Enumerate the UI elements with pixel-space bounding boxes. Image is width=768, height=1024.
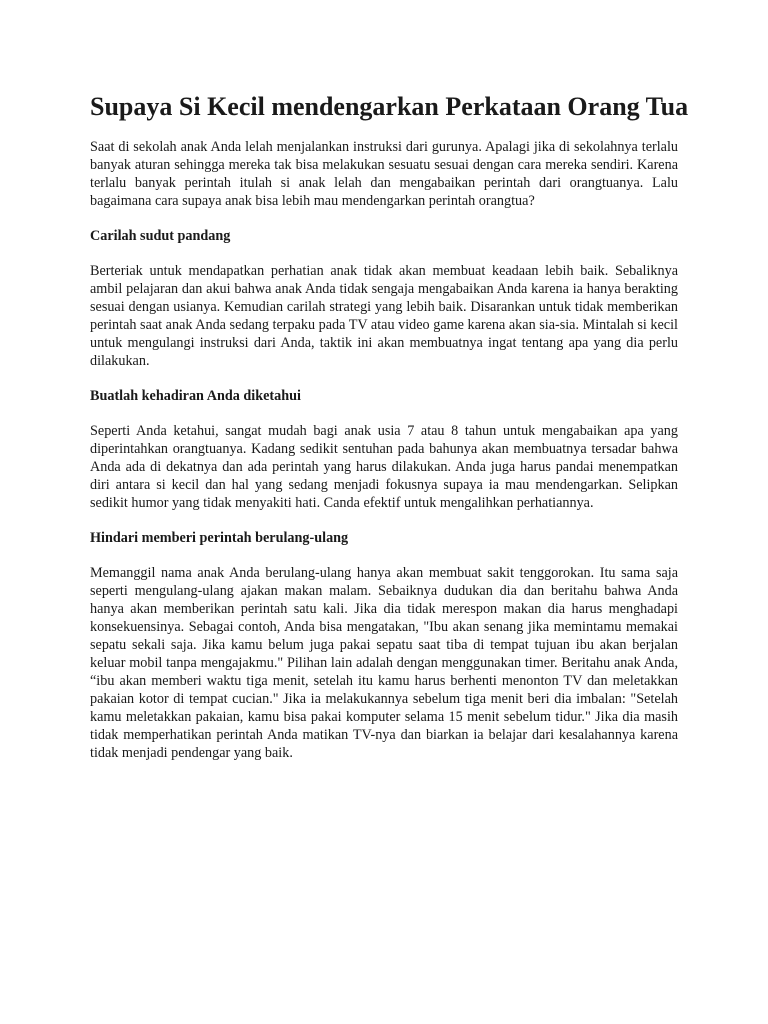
section-heading: Buatlah kehadiran Anda diketahui: [90, 388, 301, 404]
section-paragraph: Memanggil nama anak Anda berulang-ulang hanya akan membuat sakit tenggorokan. Itu sama saja seperti mengulang-ulang ajakan makan malam. Sebaiknya dudukan dia dan beritahu bahwa Anda hanya akan memberikan perintah satu kali. Jika dia tidak merespon makan dia harus menghadapi konsekuensinya. Sebagai contoh, Anda bisa mengatakan, "Ibu akan senang jika memintamu memakai sepatu sekali saja. Jika kamu belum juga pakai sepatu saat tiba di tempat tujuan ibu akan berjalan keluar mobil tanpa mengajakmu." Pilihan lain adalah dengan menggunakan timer. Beritahu anak Anda, “ibu akan memberi waktu tiga menit, setelah itu kamu harus berhenti menonton TV dan meletakkan pakaian kotor di tempat cucian." Jika ia melakukannya sebelum tiga menit beri dia imbalan: "Setelah kamu meletakkan pakaian, kamu bisa pakai komputer selama 15 menit sebelum tidur." Jika dia masih tidak memperhatikan perintah Anda matikan TV-nya dan biarkan ia belajar dari kesalahannya karena tidak menjadi pendengar yang baik.: [90, 565, 678, 761]
document-page: [90, 90, 689, 779]
section-kehadiran: [90, 387, 678, 512]
intro-paragraph: Saat di sekolah anak Anda lelah menjalankan instruksi dari gurunya. Apalagi jika di sekolahnya terlalu banyak aturan sehingga mereka tak bisa melakukan sesuatu sesuai dengan cara mereka sendiri. Karena terlalu banyak perintah itulah si anak lelah dan mengabaikan perintah dari orangtuanya. Lalu bagaimana cara supaya anak bisa lebih mau mendengarkan perintah orangtua?: [90, 139, 678, 209]
section-berulang-ulang: [90, 529, 678, 762]
section-heading: Carilah sudut pandang: [90, 228, 231, 244]
section-paragraph: Seperti Anda ketahui, sangat mudah bagi anak usia 7 atau 8 tahun untuk mengabaikan apa yang diperintahkan orangtuanya. Kadang sedikit sentuhan pada bahunya akan membuatnya tersadar bahwa Anda ada di dekatnya dan ada perintah yang harus dilakukan. Anda juga harus pandai menempatkan diri antara si kecil dan hal yang sedang menjadi fokusnya supaya ia mau mendengarkan. Selipkan sedikit humor yang tidak menyakiti hati. Canda efektif untuk mengalihkan perhatiannya.: [90, 423, 678, 511]
section-heading: Hindari memberi perintah berulang-ulang: [90, 530, 349, 546]
section-paragraph: Berteriak untuk mendapatkan perhatian anak tidak akan membuat keadaan lebih baik. Sebaliknya ambil pelajaran dan akui bahwa anak Anda tidak sengaja mengabaikan Anda karena ia hanya berakting sesuai dengan usianya. Kemudian carilah strategi yang lebih baik. Disarankan untuk tidak memberikan perintah saat anak Anda sedang terpaku pada TV atau video game karena akan sia-sia. Mintalah si kecil untuk mengulangi instruksi dari Anda, taktik ini akan membuatnya ingat tentang apa yang dia perlu dilakukan.: [90, 263, 678, 369]
section-sudut-pandang: [90, 227, 678, 370]
document-title: Supaya Si Kecil mendengarkan Perkataan Orang Tua: [90, 92, 689, 121]
